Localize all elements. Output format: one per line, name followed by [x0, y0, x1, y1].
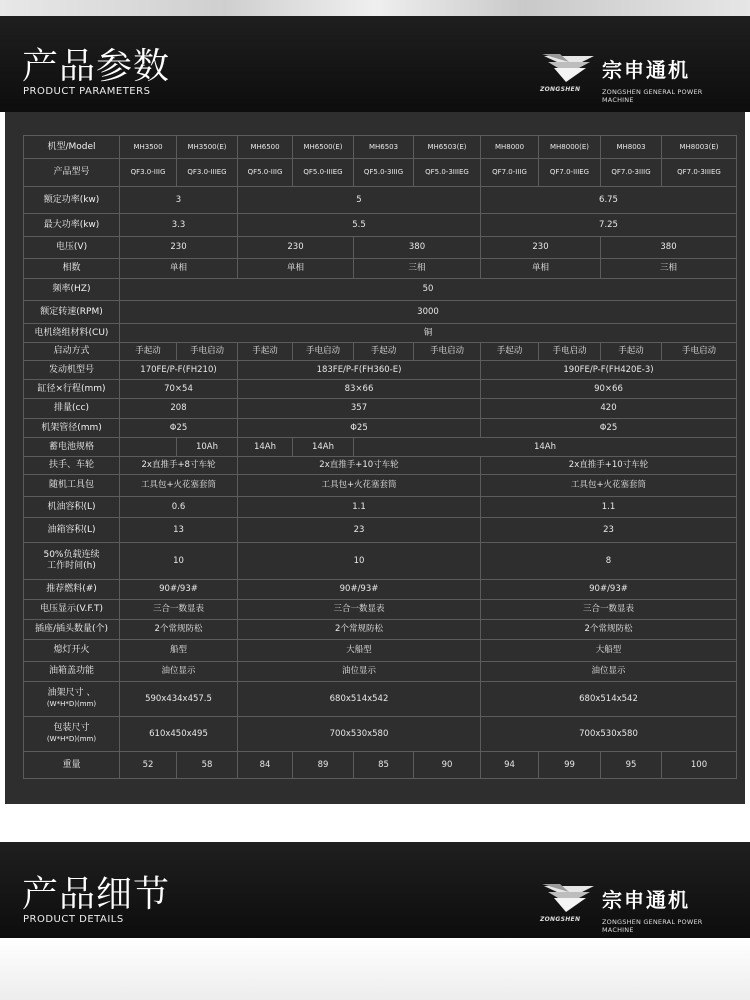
product-type-cell: QF5.0-IIIEG: [293, 159, 354, 187]
display-cell: 三合一数显表: [481, 600, 737, 620]
label-socket: 插座/插头数量(个): [24, 620, 120, 640]
phase-cell: 三相: [601, 259, 737, 279]
product-type-cell: QF5.0-3IIIEG: [414, 159, 481, 187]
voltage-cell: 380: [601, 237, 737, 259]
pack-size-cell: 700x530x580: [238, 717, 481, 752]
table-row: [24, 237, 737, 259]
battery-cell: 14Ah: [238, 438, 293, 457]
max-power-cell: 5.5: [238, 214, 481, 237]
table-row: [24, 717, 737, 752]
label-toolkit: 随机工具包: [24, 475, 120, 497]
table-row: [24, 518, 737, 543]
model-cell: MH6503(E): [414, 136, 481, 159]
label-start: 启动方式: [24, 343, 120, 361]
engine-cell: 190FE/P-F(FH420E-3): [481, 361, 737, 380]
table-row: [24, 438, 737, 457]
spec-table: [23, 135, 737, 779]
parameters-subtitle: PRODUCT PARAMETERS: [23, 86, 151, 97]
table-row: [24, 600, 737, 620]
details-banner: [0, 842, 750, 938]
table-row: [24, 620, 737, 640]
bore-cell: 90×66: [481, 380, 737, 399]
engine-cell: 170FE/P-F(FH210): [120, 361, 238, 380]
product-type-cell: QF3.0-IIIEG: [177, 159, 238, 187]
battery-cell: 14Ah: [293, 438, 354, 457]
top-decor-strip: [0, 0, 750, 16]
label-model: 机型/Model: [24, 136, 120, 159]
model-cell: MH8000(E): [539, 136, 601, 159]
display-cell: 三合一数显表: [120, 600, 238, 620]
label-frame-tube: 机架管径(mm): [24, 419, 120, 438]
brand-subtitle: ZONGSHEN GENERAL POWER MACHINE: [602, 918, 703, 934]
label-frame-size-line1: 油架尺寸 、: [47, 688, 96, 698]
tank-cell: 23: [481, 518, 737, 543]
label-pack-size-line2: (W*H*D)(mm): [46, 735, 97, 743]
display-cell: 三合一数显表: [238, 600, 481, 620]
label-pack-size-line1: 包装尺寸: [53, 723, 90, 733]
brand-logo-text: ZONGSHEN: [540, 86, 581, 93]
label-weight: 重量: [24, 752, 120, 779]
zongshen-logo-icon: [540, 882, 598, 916]
table-row: [24, 214, 737, 237]
start-cell: 手起动: [238, 343, 293, 361]
label-winding: 电机绕组材料(CU): [24, 324, 120, 343]
handle-cell: 2x直推手+10寸车轮: [481, 457, 737, 475]
tank-cell: 13: [120, 518, 238, 543]
model-cell: MH8003: [601, 136, 662, 159]
brand-subtitle: ZONGSHEN GENERAL POWER MACHINE: [602, 88, 703, 104]
table-row: [24, 419, 737, 438]
flameout-cell: 大船型: [481, 640, 737, 662]
battery-cell: 10Ah: [177, 438, 238, 457]
rated-speed-cell: 3000: [120, 301, 737, 324]
table-row: [24, 457, 737, 475]
start-cell: 手电启动: [293, 343, 354, 361]
phase-cell: 单相: [238, 259, 354, 279]
socket-cell: 2个常规防松: [238, 620, 481, 640]
rated-power-cell: 6.75: [481, 187, 737, 214]
brand-name: 宗申通机: [602, 888, 690, 912]
start-cell: 手电启动: [539, 343, 601, 361]
product-type-cell: QF7.0-IIIEG: [539, 159, 601, 187]
label-frame-size-line2: (W*H*D)(mm): [46, 700, 97, 708]
weight-cell: 100: [662, 752, 737, 779]
label-product-type: 产品型号: [24, 159, 120, 187]
fuel-cell: 90#/93#: [481, 580, 737, 600]
details-title: 产品细节: [22, 874, 171, 915]
bore-cell: 70×54: [120, 380, 238, 399]
model-cell: MH8003(E): [662, 136, 737, 159]
weight-cell: 90: [414, 752, 481, 779]
label-flameout: 熄灯开火: [24, 640, 120, 662]
zongshen-logo-icon: [540, 52, 598, 86]
label-runtime-line2: 工作时间(h): [47, 561, 96, 571]
fuel-cell: 90#/93#: [238, 580, 481, 600]
section-gap: [0, 804, 750, 842]
bore-cell: 83×66: [238, 380, 481, 399]
tank-cell: 23: [238, 518, 481, 543]
table-row: [24, 682, 737, 717]
start-cell: 手电启动: [414, 343, 481, 361]
brand-block: [540, 882, 736, 934]
socket-cell: 2个常规防松: [120, 620, 238, 640]
weight-cell: 58: [177, 752, 238, 779]
runtime-cell: 10: [238, 543, 481, 580]
weight-cell: 85: [354, 752, 414, 779]
phase-cell: 单相: [481, 259, 601, 279]
weight-cell: 99: [539, 752, 601, 779]
frame-tube-cell: Φ25: [120, 419, 238, 438]
table-row: [24, 136, 737, 159]
displacement-cell: 208: [120, 399, 238, 419]
start-cell: 手起动: [481, 343, 539, 361]
displacement-cell: 420: [481, 399, 737, 419]
label-voltage: 电压(V): [24, 237, 120, 259]
toolkit-cell: 工具包+火花塞套筒: [481, 475, 737, 497]
table-row: [24, 259, 737, 279]
frame-size-cell: 590x434x457.5: [120, 682, 238, 717]
start-cell: 手起动: [601, 343, 662, 361]
tank-cap-cell: 油位显示: [481, 662, 737, 682]
label-oil: 机油容积(L): [24, 497, 120, 518]
table-row: [24, 343, 737, 361]
runtime-cell: 8: [481, 543, 737, 580]
oil-cell: 1.1: [238, 497, 481, 518]
bottom-area: [0, 938, 750, 1000]
label-frame-size: [24, 682, 120, 717]
table-row: [24, 301, 737, 324]
model-cell: MH6500(E): [293, 136, 354, 159]
handle-cell: 2x直推手+10寸车轮: [238, 457, 481, 475]
parameters-title: 产品参数: [22, 46, 171, 87]
flameout-cell: 船型: [120, 640, 238, 662]
table-row: [24, 399, 737, 419]
frequency-cell: 50: [120, 279, 737, 301]
max-power-cell: 7.25: [481, 214, 737, 237]
tank-cap-cell: 油位显示: [238, 662, 481, 682]
fuel-cell: 90#/93#: [120, 580, 238, 600]
table-row: [24, 752, 737, 779]
model-cell: MH6503: [354, 136, 414, 159]
label-tank: 油箱容积(L): [24, 518, 120, 543]
label-engine: 发动机型号: [24, 361, 120, 380]
frame-size-cell: 680x514x542: [481, 682, 737, 717]
voltage-cell: 230: [120, 237, 238, 259]
model-cell: MH3500: [120, 136, 177, 159]
brand-name: 宗申通机: [602, 58, 690, 82]
max-power-cell: 3.3: [120, 214, 238, 237]
label-frequency: 频率(HZ): [24, 279, 120, 301]
label-rated-power: 额定功率(kw): [24, 187, 120, 214]
product-type-cell: QF7.0-3IIIEG: [662, 159, 737, 187]
label-tank-cap: 油箱盖功能: [24, 662, 120, 682]
label-rated-speed: 额定转速(RPM): [24, 301, 120, 324]
oil-cell: 0.6: [120, 497, 238, 518]
table-row: [24, 324, 737, 343]
socket-cell: 2个常规防松: [481, 620, 737, 640]
voltage-cell: 230: [238, 237, 354, 259]
product-type-cell: QF5.0-3IIIG: [354, 159, 414, 187]
label-handle: 扶手、车轮: [24, 457, 120, 475]
battery-cell: [120, 438, 177, 457]
label-battery: 蓄电池规格: [24, 438, 120, 457]
product-type-cell: QF7.0-3IIIG: [601, 159, 662, 187]
product-type-cell: QF5.0-IIIG: [238, 159, 293, 187]
start-cell: 手起动: [354, 343, 414, 361]
phase-cell: 单相: [120, 259, 238, 279]
table-row: [24, 640, 737, 662]
model-cell: MH3500(E): [177, 136, 238, 159]
model-cell: MH6500: [238, 136, 293, 159]
displacement-cell: 357: [238, 399, 481, 419]
table-row: [24, 497, 737, 518]
label-bore: 缸径×行程(mm): [24, 380, 120, 399]
table-row: [24, 475, 737, 497]
table-row: [24, 187, 737, 214]
frame-size-cell: 680x514x542: [238, 682, 481, 717]
winding-cell: 铜: [120, 324, 737, 343]
details-subtitle: PRODUCT DETAILS: [23, 914, 124, 925]
product-type-cell: QF3.0-IIIG: [120, 159, 177, 187]
voltage-cell: 230: [481, 237, 601, 259]
voltage-cell: 380: [354, 237, 481, 259]
label-phase: 相数: [24, 259, 120, 279]
flameout-cell: 大船型: [238, 640, 481, 662]
pack-size-cell: 700x530x580: [481, 717, 737, 752]
label-runtime: [24, 543, 120, 580]
label-pack-size: [24, 717, 120, 752]
brand-block: [540, 52, 736, 104]
label-runtime-line1: 50%负载连续: [43, 550, 100, 560]
start-cell: 手电启动: [177, 343, 238, 361]
rated-power-cell: 3: [120, 187, 238, 214]
product-type-cell: QF7.0-IIIG: [481, 159, 539, 187]
table-row: [24, 361, 737, 380]
tank-cap-cell: 油位显示: [120, 662, 238, 682]
start-cell: 手电启动: [662, 343, 737, 361]
toolkit-cell: 工具包+火花塞套筒: [120, 475, 238, 497]
label-fuel: 推荐燃料(#): [24, 580, 120, 600]
table-row: [24, 159, 737, 187]
handle-cell: 2x直推手+8寸车轮: [120, 457, 238, 475]
model-cell: MH8000: [481, 136, 539, 159]
table-row: [24, 279, 737, 301]
label-displacement: 排量(cc): [24, 399, 120, 419]
rated-power-cell: 5: [238, 187, 481, 214]
weight-cell: 84: [238, 752, 293, 779]
table-row: [24, 543, 737, 580]
weight-cell: 89: [293, 752, 354, 779]
oil-cell: 1.1: [481, 497, 737, 518]
table-row: [24, 580, 737, 600]
table-row: [24, 380, 737, 399]
pack-size-cell: 610x450x495: [120, 717, 238, 752]
phase-cell: 三相: [354, 259, 481, 279]
label-display: 电压显示(V.F.T): [24, 600, 120, 620]
start-cell: 手起动: [120, 343, 177, 361]
brand-logo-text: ZONGSHEN: [540, 916, 581, 923]
frame-tube-cell: Φ25: [481, 419, 737, 438]
toolkit-cell: 工具包+火花塞套筒: [238, 475, 481, 497]
weight-cell: 52: [120, 752, 177, 779]
table-row: [24, 662, 737, 682]
engine-cell: 183FE/P-F(FH360-E): [238, 361, 481, 380]
parameters-banner: [0, 16, 750, 112]
runtime-cell: 10: [120, 543, 238, 580]
weight-cell: 94: [481, 752, 539, 779]
frame-tube-cell: Φ25: [238, 419, 481, 438]
battery-cell: 14Ah: [354, 438, 737, 457]
label-max-power: 最大功率(kw): [24, 214, 120, 237]
weight-cell: 95: [601, 752, 662, 779]
